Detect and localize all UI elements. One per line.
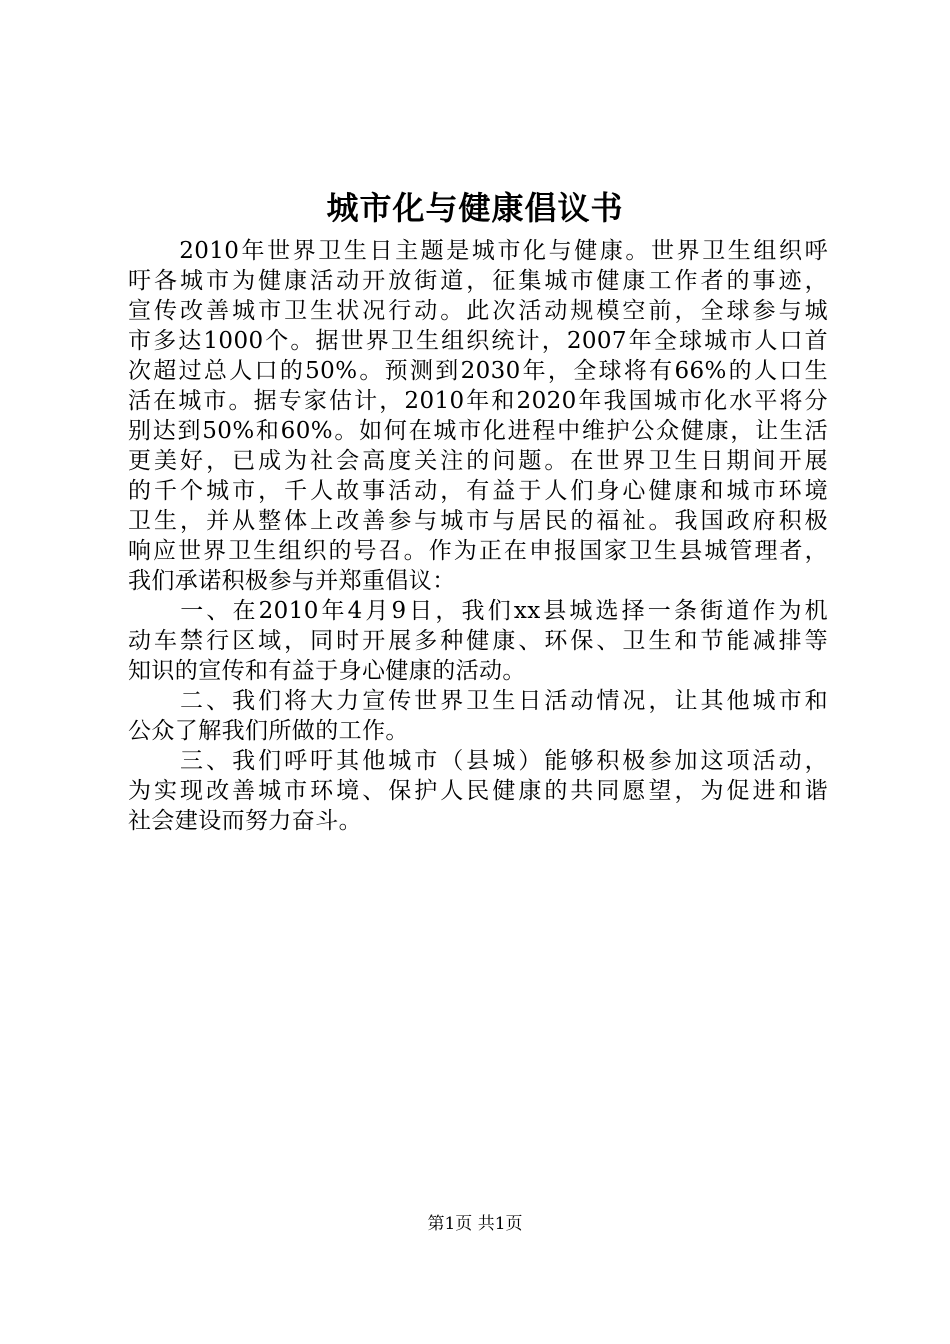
body-line: 2010年世界卫生日主题是城市化与健康。世界卫生组织呼 — [128, 238, 828, 264]
body-line: 吁各城市为健康活动开放街道，征集城市健康工作者的事迹， — [128, 268, 828, 294]
body-line: 二、我们将大力宣传世界卫生日活动情况，让其他城市和 — [128, 688, 828, 714]
body-line: 市多达1000个。据世界卫生组织统计，2007年全球城市人口首 — [128, 328, 828, 354]
page-footer: 第1页 共1页 — [427, 1214, 523, 1234]
body-line: 次超过总人口的50%。预测到2030年，全球将有66%的人口生 — [128, 358, 828, 384]
document-title: 城市化与健康倡议书 — [326, 189, 624, 227]
body-line: 公众了解我们所做的工作。 — [128, 718, 409, 744]
body-line: 三、我们呼吁其他城市（县城）能够积极参加这项活动， — [128, 748, 828, 774]
body-line: 为实现改善城市环境、保护人民健康的共同愿望，为促进和谐 — [128, 778, 828, 804]
body-line: 更美好，已成为社会高度关注的问题。在世界卫生日期间开展 — [128, 448, 828, 474]
body-line: 的千个城市，千人故事活动，有益于人们身心健康和城市环境 — [128, 478, 828, 504]
body-line: 活在城市。据专家估计，2010年和2020年我国城市化水平将分 — [128, 388, 828, 414]
body-line: 宣传改善城市卫生状况行动。此次活动规模空前，全球参与城 — [128, 298, 828, 324]
document-body — [128, 236, 828, 836]
body-line: 动车禁行区域，同时开展多种健康、环保、卫生和节能减排等 — [128, 628, 828, 654]
body-line: 我们承诺积极参与并郑重倡议： — [128, 568, 456, 594]
body-line: 知识的宣传和有益于身心健康的活动。 — [128, 658, 526, 684]
body-line: 一、在2010年4月9日，我们xx县城选择一条街道作为机 — [128, 598, 828, 624]
body-line: 卫生，并从整体上改善参与城市与居民的福祉。我国政府积极 — [128, 508, 828, 534]
body-line: 社会建设而努力奋斗。 — [128, 808, 362, 834]
body-line: 别达到50%和60%。如何在城市化进程中维护公众健康，让生活 — [128, 418, 828, 444]
body-line: 响应世界卫生组织的号召。作为正在申报国家卫生县城管理者， — [128, 538, 828, 564]
